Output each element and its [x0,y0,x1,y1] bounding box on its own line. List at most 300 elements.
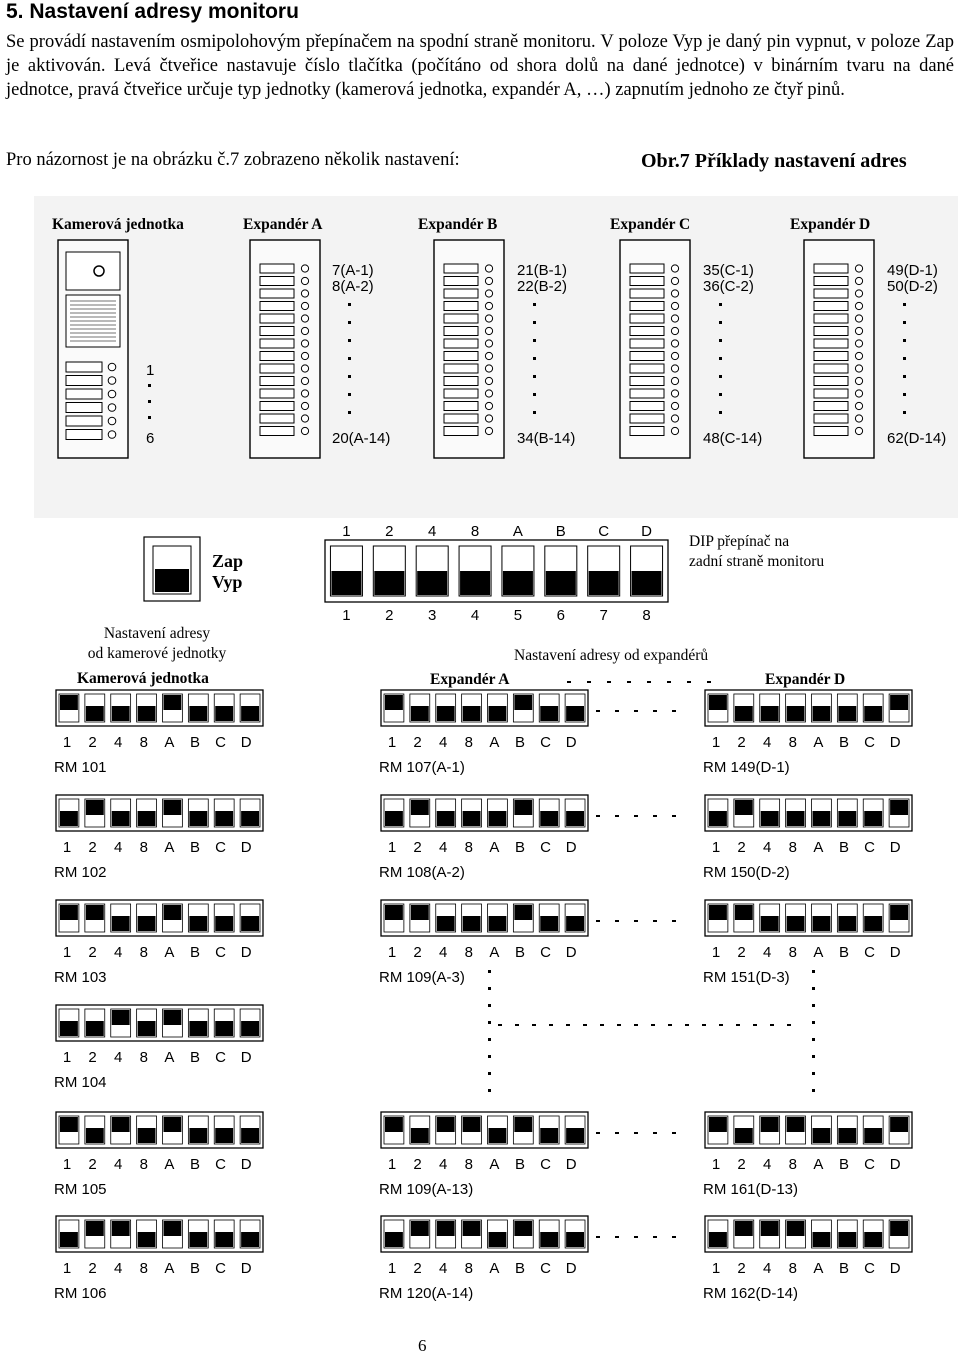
call-button [301,340,308,347]
expander-unit [434,240,504,458]
dot-leader [533,411,536,414]
pin-on [437,1221,455,1236]
pin-on [709,1117,727,1132]
switch-pin-label: 8 [788,734,797,751]
nameplate [260,264,294,273]
dot-leader [488,970,491,973]
call-button [485,340,492,347]
nameplate [814,402,848,411]
call-button [855,340,862,347]
call-button [108,377,116,385]
dash-leader [567,681,571,683]
dot-leader [719,393,722,396]
switch-pin-label: C [864,839,876,856]
switch-pin-label: 4 [763,1156,772,1173]
pin-on [890,1117,908,1132]
unit-label-top: 35(C-1) [703,262,754,279]
pin-on [514,800,532,815]
dot-leader [903,303,906,306]
nameplate [814,339,848,348]
dot-leader [533,303,536,306]
pin-on [112,1117,130,1132]
setting-label: RM 108(A-2) [379,864,465,881]
pin-on [735,905,753,920]
switch-pin-label: B [838,944,850,961]
pin-off [838,1232,856,1247]
dot-leader [719,303,722,306]
pin-off [385,1232,403,1247]
dip-top-label: 2 [385,523,394,540]
switch-pin-label: D [889,1156,901,1173]
pin-off [864,811,882,826]
pin-on [60,695,78,710]
pin-on [890,1221,908,1236]
switch-pin-label: A [813,944,824,961]
nameplate [260,327,294,336]
dash-leader [672,1132,676,1134]
dash-leader [787,1024,791,1026]
setting-label: RM 109(A-13) [379,1181,474,1198]
dip-top-label: D [641,523,652,540]
nameplate [66,403,102,413]
switch-pin-label: 2 [88,1260,97,1277]
dip-top-label: 4 [428,523,437,540]
nameplate [260,402,294,411]
dot-leader [812,1072,815,1075]
pin-off [189,811,207,826]
switch-pin-label: 4 [763,1260,772,1277]
switch-pin-label: 8 [788,839,797,856]
switch-pin-label: 4 [439,734,448,751]
pin-on [437,1117,455,1132]
pin-off [540,1128,558,1143]
dip-switch-example [379,1216,588,1302]
pin-off [838,706,856,721]
call-button [301,352,308,359]
expander-d-title: Expandér D [765,671,846,688]
call-button [671,402,678,409]
call-button [671,290,678,297]
nameplate [66,376,102,386]
dot-leader [719,339,722,342]
nameplate [260,377,294,386]
pin-off [241,811,259,826]
call-button [301,415,308,422]
switch-pin-label: 8 [464,1156,473,1173]
nameplate [814,352,848,361]
switch-pin-label: A [813,1260,824,1277]
nameplate [814,389,848,398]
switch-pin-label: 2 [737,734,746,751]
dot-leader [533,321,536,324]
switch-pin-label: 1 [387,734,397,751]
switch-pin-label: B [189,1156,201,1173]
dip-switch-example [54,1005,263,1091]
switch-pin-label: D [889,734,901,751]
switch-pin-label: A [489,944,500,961]
dip-bottom-label: 8 [642,607,651,624]
call-button [485,352,492,359]
intro-paragraph: Se provádí nastavením osmipolohovým přepínačem na spodní straně monitoru. V poloze Vyp je daný pin vypnut, v poloze Zap je aktivován. Levá čtveřice nastavuje číslo tlačítka (počítáno od shora dolů na dané jednotce) v binárním tvaru na dané jednotce, pravá čtveřice určuje typ jednotky (kamerová jednotka, expandér A, …) zapnutím jednoho ze čtyř pinů. [6,32,954,100]
nameplate [630,364,664,373]
dash-leader [653,1132,657,1134]
call-button [855,365,862,372]
pin-off [838,811,856,826]
pin-on [385,695,403,710]
dip-switch-example [379,795,588,881]
nameplate [260,277,294,286]
pin-off [215,811,233,826]
call-button [671,327,678,334]
pin-off [241,1021,259,1036]
expander-unit [250,240,320,458]
switch-pin-label: 8 [139,734,148,751]
switch-pin-label: 2 [737,1260,746,1277]
switch-pin-label: A [164,1156,175,1173]
pin-off [489,1128,507,1143]
switch-pin-label: 8 [139,944,148,961]
switch-pin-label: B [189,839,201,856]
pin-off [189,706,207,721]
dash-leader [634,815,638,817]
switch-pin-label: 1 [387,1156,397,1173]
pin-off [60,811,78,826]
dip-caption: zadní straně monitoru [689,553,825,570]
pin-off [813,1128,831,1143]
dip-switch-example [54,795,263,881]
call-button [855,265,862,272]
pin-on [514,1221,532,1236]
pin-on [514,905,532,920]
nameplate [814,277,848,286]
switch-pin-label: A [489,734,500,751]
switch-pin-label: 4 [114,1049,123,1066]
pin-on [709,695,727,710]
pin-off [813,811,831,826]
dip-switch-example [703,1216,912,1302]
pin-off [215,1021,233,1036]
switch-pin-label: C [215,734,227,751]
dip-switch-example [703,900,912,986]
unit-label-top: 50(D-2) [887,278,938,295]
pin-off [864,1232,882,1247]
call-button [485,390,492,397]
pin-off [86,1128,104,1143]
dot-leader [348,339,351,342]
nameplate [260,302,294,311]
setting-label: RM 162(D-14) [703,1285,799,1302]
pin-off [112,916,130,931]
pin-on [86,800,104,815]
pin-on [787,1221,805,1236]
nameplate [630,352,664,361]
switch-pin-label: B [514,1260,526,1277]
switch-pin-label: B [189,944,201,961]
nameplate [444,277,478,286]
call-button [671,390,678,397]
pin-on [761,1221,779,1236]
switch-pin-label: C [864,1260,876,1277]
unit-label-bottom: 62(D-14) [887,430,947,447]
dot-leader [348,411,351,414]
dash-leader [627,681,631,683]
dot-leader [812,1055,815,1058]
switch-pin-label: A [164,734,175,751]
setting-label: RM 104 [54,1074,107,1091]
call-button [301,365,308,372]
dot-leader [533,339,536,342]
setting-label: RM 107(A-1) [379,759,465,776]
switch-pin-label: D [889,944,901,961]
setting-label: RM 120(A-14) [379,1285,474,1302]
dash-leader [736,1024,740,1026]
switch-pin-label: A [164,839,175,856]
switch-pin-label: B [514,1156,526,1173]
pin-on [164,800,182,815]
nameplate [260,289,294,298]
unit-label-bottom: 34(B-14) [517,430,576,447]
nameplate [444,302,478,311]
nameplate [630,389,664,398]
pin-off [540,916,558,931]
switch-pin-label: 8 [139,1049,148,1066]
pin-off [566,1232,584,1247]
dash-leader [667,681,671,683]
unit-label-bottom: 20(A-14) [332,430,391,447]
dash-leader [587,681,591,683]
switch-pin-label: D [889,1260,901,1277]
pin-off [540,811,558,826]
setting-label: RM 161(D-13) [703,1181,799,1198]
setting-label: RM 103 [54,969,107,986]
pin-on [735,800,753,815]
pin-on [709,905,727,920]
switch-pin-label: C [540,1260,552,1277]
nameplate [630,302,664,311]
unit-label-top: 49(D-1) [887,262,938,279]
dash-leader [685,1024,689,1026]
pin-off [189,1232,207,1247]
dip-bottom-label: 5 [513,607,523,624]
dash-leader [615,815,619,817]
switch-pin-label: C [215,1049,227,1066]
switch-pin-label: 8 [464,734,473,751]
pin-on [60,905,78,920]
dot-leader [348,357,351,360]
switch-pin-label: 2 [737,839,746,856]
switch-pin-label: 4 [763,839,772,856]
nameplate [630,414,664,423]
dot-leader [488,1021,491,1024]
switch-pin-label: 2 [413,1156,422,1173]
pin-off [463,916,481,931]
pin-on [164,1010,182,1025]
dot-leader [812,987,815,990]
call-button [855,402,862,409]
nameplate [444,427,478,436]
switch-pin-label: A [813,734,824,751]
pin-on [164,695,182,710]
switch-pin-label: 8 [788,1260,797,1277]
units-illustration [34,196,958,518]
switch-pin-label: D [240,944,252,961]
dip-knob-off [331,571,361,595]
pin-off [489,706,507,721]
nameplate [444,339,478,348]
switch-pin-label: D [240,1260,252,1277]
dash-leader [596,1132,600,1134]
switch-pin-label: 2 [88,944,97,961]
switch-pin-label: B [838,734,850,751]
pin-off [60,1232,78,1247]
dot-leader [348,393,351,396]
nameplate [66,362,102,372]
switch-pin-label: 2 [413,839,422,856]
switch-pin-label: D [889,839,901,856]
dash-leader [653,920,657,922]
pin-off [787,811,805,826]
pin-off [813,1232,831,1247]
switch-pin-label: 8 [464,1260,473,1277]
pin-on [385,1117,403,1132]
dash-leader [615,920,619,922]
dip-switch-example [54,1216,263,1302]
switch-pin-label: 1 [711,944,721,961]
dip-switch-example [54,900,263,986]
dip-bottom-label: 3 [428,607,437,624]
pin-off [437,811,455,826]
switch-pin-label: D [240,734,252,751]
unit-title: Kamerová jednotka [52,216,184,233]
dash-leader [687,681,691,683]
switch-pin-label: 4 [439,839,448,856]
dip-switch-example [379,900,588,986]
switch-pin-label: 4 [439,1260,448,1277]
call-button [301,427,308,434]
call-button [855,315,862,322]
pin-off [463,811,481,826]
pin-off [761,916,779,931]
dash-leader [672,815,676,817]
nameplate [444,402,478,411]
nameplate [630,377,664,386]
call-button [301,390,308,397]
unit-title: Expandér C [610,216,691,233]
call-button [485,415,492,422]
switch-pin-label: 8 [464,944,473,961]
dash-leader [615,710,619,712]
pin-off [138,1232,156,1247]
dash-leader [607,681,611,683]
switch-pin-label: C [215,1260,227,1277]
call-button [108,390,116,398]
unit-label-top: 8(A-2) [332,278,374,295]
nameplate [814,364,848,373]
pin-off [189,1128,207,1143]
switch-pin-label: 2 [737,944,746,961]
switch-pin-label: 4 [439,944,448,961]
call-button [855,377,862,384]
switch-pin-label: 1 [387,944,397,961]
dash-leader [753,1024,757,1026]
switch-pin-label: C [540,839,552,856]
switch-pin-label: C [540,734,552,751]
dash-leader [583,1024,587,1026]
switch-pin-label: 4 [114,839,123,856]
pin-on [761,1117,779,1132]
switch-pin-label: D [565,839,577,856]
setting-label: RM 109(A-3) [379,969,465,986]
dash-leader [596,710,600,712]
switch-pin-label: A [489,1260,500,1277]
pin-off [411,1128,429,1143]
pin-off [411,706,429,721]
pin-off [138,916,156,931]
dash-leader [653,1236,657,1238]
nameplate [444,414,478,423]
dash-leader [668,1024,672,1026]
switch-pin-label: 1 [387,1260,397,1277]
pin-off [864,706,882,721]
call-button [301,265,308,272]
nameplate [630,402,664,411]
call-button [485,302,492,309]
dash-leader [770,1024,774,1026]
pin-off [540,1232,558,1247]
switch-pin-label: 8 [139,839,148,856]
nameplate [630,427,664,436]
pin-off [735,1128,753,1143]
switch-pin-label: C [540,1156,552,1173]
dip-switch-example [703,690,912,776]
pin-off [489,811,507,826]
nameplate [630,289,664,298]
nameplate [444,327,478,336]
camera-caption: Nastavení adresy [103,625,211,642]
nameplate [444,364,478,373]
pin-on [463,1221,481,1236]
dash-leader [707,681,711,683]
call-button [301,327,308,334]
dot-leader [812,1004,815,1007]
call-button [485,290,492,297]
dash-leader [672,1236,676,1238]
nameplate [260,427,294,436]
nameplate [630,327,664,336]
dip-switch-example [54,690,263,776]
call-button [671,352,678,359]
switch-pin-label: 4 [114,1260,123,1277]
dot-leader [533,393,536,396]
switch-pin-label: 2 [737,1156,746,1173]
nameplate [444,289,478,298]
dot-leader [719,357,722,360]
switch-pin-label: C [864,1156,876,1173]
dot-leader [903,375,906,378]
setting-label: RM 105 [54,1181,107,1198]
nameplate [260,314,294,323]
nameplate [260,339,294,348]
pin-off [112,706,130,721]
switch-pin-label: D [240,1049,252,1066]
pin-off [489,1232,507,1247]
dip-top-label: 8 [470,523,480,540]
unit-title: Expandér B [418,216,498,233]
dash-leader [634,1024,638,1026]
dip-top-label: 1 [342,523,351,540]
call-button [485,327,492,334]
nameplate [66,416,102,426]
